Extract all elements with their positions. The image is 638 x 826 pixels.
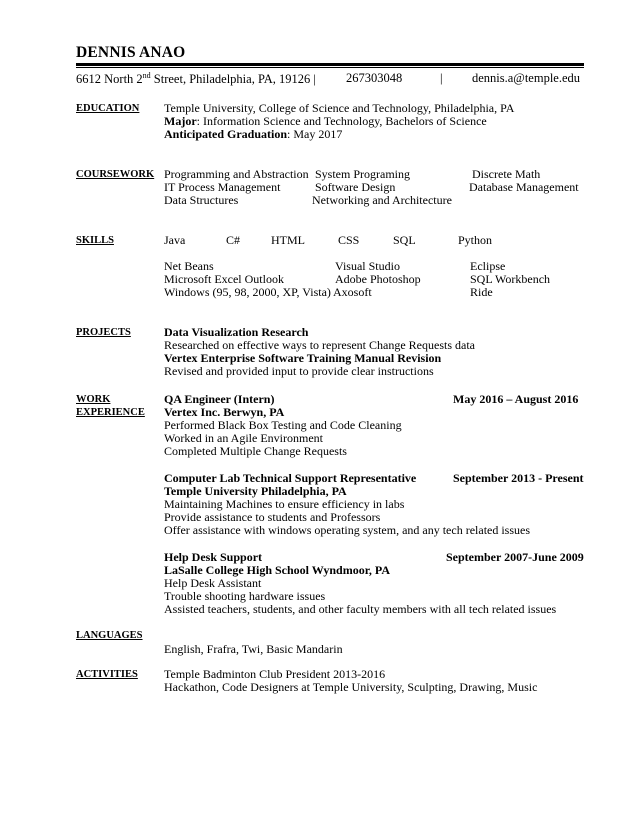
job-duty: Maintaining Machines to ensure efficiency in labs: [164, 497, 405, 511]
activity-item: Hackathon, Code Designers at Temple University, Sculpting, Drawing, Music: [164, 680, 538, 694]
job-company: Temple University Philadelphia, PA: [164, 484, 347, 498]
job-duty: Assisted teachers, students, and other faculty members with all tech related issues: [164, 602, 557, 616]
skill-item: Microsoft Excel Outlook: [164, 272, 284, 286]
course-item: Programming and Abstraction: [164, 167, 309, 181]
major-label: Major: [164, 114, 197, 128]
skill-item: HTML: [271, 233, 305, 247]
section-heading-education: EDUCATION: [76, 103, 140, 114]
skill-item: SQL: [393, 233, 416, 247]
major-value: : Information Science and Technology, Bachelors of Science: [196, 114, 487, 128]
section-heading-projects: PROJECTS: [76, 327, 131, 338]
address-text-rest: Street, Philadelphia, PA, 19126 |: [150, 72, 316, 87]
resume-name: DENNIS ANAO: [76, 44, 186, 61]
project-title: Vertex Enterprise Software Training Manual Revision: [164, 351, 442, 365]
contact-separator: |: [440, 71, 443, 85]
skill-item: Adobe Photoshop: [335, 272, 421, 286]
header-rule-thick: [76, 63, 584, 66]
skill-item: Axosoft: [333, 285, 372, 299]
job-date: September 2007-June 2009: [446, 550, 584, 564]
course-item: Data Structures: [164, 193, 239, 207]
section-heading-skills: SKILLS: [76, 235, 114, 246]
languages-list: English, Frafra, Twi, Basic Mandarin: [164, 642, 343, 656]
course-item: Discrete Math: [472, 167, 541, 181]
address-superscript: nd: [142, 71, 151, 80]
project-description: Researched on effective ways to represent Change Requests data: [164, 338, 475, 352]
job-duty: Provide assistance to students and Professors: [164, 510, 381, 524]
skill-item: C#: [226, 233, 241, 247]
course-item: Networking and Architecture: [312, 193, 452, 207]
project-description: Revised and provided input to provide clear instructions: [164, 364, 434, 378]
job-title: Computer Lab Technical Support Representative: [164, 471, 417, 485]
job-duty: Worked in an Agile Environment: [164, 431, 323, 445]
section-heading-work: WORK: [76, 394, 111, 405]
section-heading-experience: EXPERIENCE: [76, 407, 145, 418]
header-rule-thin: [76, 67, 584, 68]
job-title: QA Engineer (Intern): [164, 392, 275, 406]
section-heading-coursework: COURSEWORK: [76, 169, 155, 180]
job-duty: Help Desk Assistant: [164, 576, 262, 590]
skill-item: Visual Studio: [335, 259, 400, 273]
job-date: May 2016 – August 2016: [453, 392, 579, 406]
skill-item: Java: [164, 233, 186, 247]
job-date: September 2013 - Present: [453, 471, 584, 485]
section-heading-activities: ACTIVITIES: [76, 669, 138, 680]
course-item: System Programing: [315, 167, 410, 181]
skill-item: Eclipse: [470, 259, 506, 273]
address-text: 6612 North 2: [76, 72, 143, 87]
contact-address: [76, 71, 316, 87]
job-company: Vertex Inc. Berwyn, PA: [164, 405, 285, 419]
skill-item: SQL Workbench: [470, 272, 551, 286]
skill-item: Net Beans: [164, 259, 214, 273]
activity-item: Temple Badminton Club President 2013-2016: [164, 667, 386, 681]
graduation-label: Anticipated Graduation: [164, 127, 288, 141]
education-school: Temple University, College of Science and Technology, Philadelphia, PA: [164, 101, 515, 115]
graduation-value: : May 2017: [287, 127, 343, 141]
course-item: Software Design: [315, 180, 396, 194]
job-company: LaSalle College High School Wyndmoor, PA: [164, 563, 391, 577]
contact-email: dennis.a@temple.edu: [472, 71, 581, 85]
course-item: IT Process Management: [164, 180, 281, 194]
job-title: Help Desk Support: [164, 550, 263, 564]
skill-item: Python: [458, 233, 493, 247]
job-duty: Performed Black Box Testing and Code Cleaning: [164, 418, 402, 432]
job-duty: Trouble shooting hardware issues: [164, 589, 326, 603]
job-duty: Offer assistance with windows operating system, and any tech related issues: [164, 523, 531, 537]
education-graduation: [164, 128, 342, 141]
section-heading-languages: LANGUAGES: [76, 630, 143, 641]
contact-phone: 267303048: [346, 71, 403, 85]
project-title: Data Visualization Research: [164, 325, 309, 339]
course-item: Database Management: [469, 180, 579, 194]
skill-item: Ride: [470, 285, 493, 299]
skill-item: Windows (95, 98, 2000, XP, Vista): [164, 285, 331, 299]
skill-item: CSS: [338, 233, 360, 247]
job-duty: Completed Multiple Change Requests: [164, 444, 347, 458]
